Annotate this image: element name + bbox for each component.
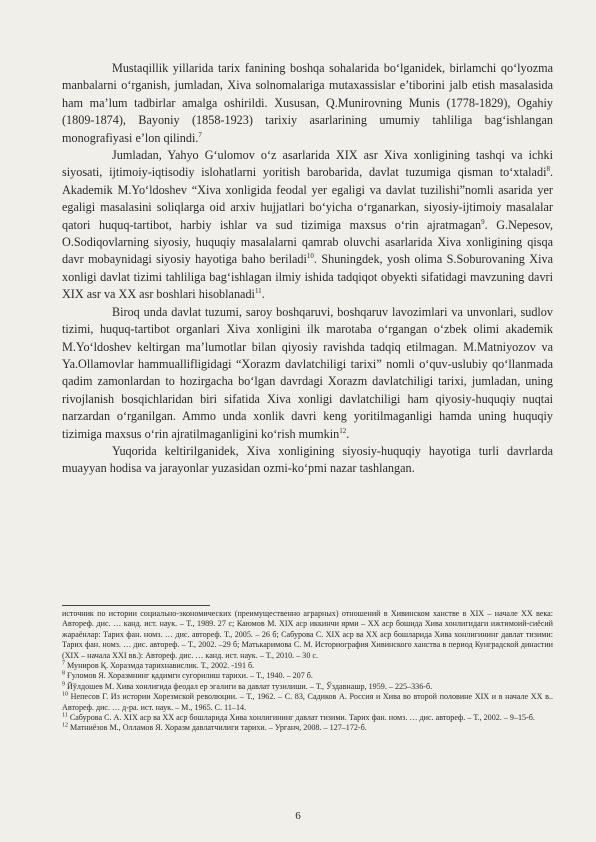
footnote-10: $^{10}$ Непесов Г. Из истории Хорезмской революции. – Т., 1962. – С. 83, Садиков А. Россия и Хива во второй половине XIX и в начале XX в.. Автореф. дис. … д-ра. ист. наук. – М., 1965. С. 11–14.: [62, 691, 553, 712]
footnote-7: $^7$ Муниров Қ. Хоразмда тарихнавислик. Т., 2002. -191 б.: [62, 660, 255, 671]
footnote-ref-11[interactable]: 11: [254, 287, 262, 296]
paragraph-4: Yuqorida keltirilganidek, Xiva xonligining siyosiy-huquqiy hayotiga turli davrlarda muayyan hodisa va jarayonlar yuzasidan ozmi-ko‘pmi nazar tashlangan.: [62, 443, 553, 476]
paragraph-2: Jumladan, Yahyo G‘ulomov o‘z asarlarida XIX asr Xiva xonligining tashqi va ichki siyosati, ijtimoiy-iqtisodiy islohatlarni yoritish barobarida, davlat tuzumiga qisman to‘xtaladi$^8$. Akademik M.Yo‘ldoshev “Xiva xonligida feodal yer egaligi va davlat tuzilishi”nomli asarida yer egaligi masalasini soliqlarga oid arxiv hujjatlari bo‘yicha o‘rganarkan, siyosiy-ijtimoiy masalalar qatori huquq-tartibot, harbiy ishlar va sud tizimiga maxsus o‘rin ajratmagan$^9$. G.Nepesov, O.Sodiqovlarning siyosiy, huquqiy masalalarni qamrab oluvchi asarlarida Xiva xonligining qisqa davr mobaynidagi siyosiy hayotiga baho beriladi$^{10}$. Shuningdek, yosh olima S.Soburovaning Xiva xonligi davlat tizimi tahliliga bag‘ishlagan ilmiy ishida tadqiqot obyekti sifatidagi mavzuning davri XIX asr va XX asr boshlari hisoblanadi$^{11}$.: [62, 148, 553, 302]
footnotes: [62, 609, 553, 734]
footnote-8: $^8$ Ғуломов Я. Хоразмнинг қадимги суғорилиш тарихи. – Т., 1940. – 207 б.: [62, 670, 313, 681]
footnote-ref-12[interactable]: 12: [339, 426, 347, 435]
body-text: [62, 60, 553, 478]
page-number: 6: [295, 810, 301, 822]
footnote-9: $^9$ Йўлдошев М. Хива хонлигида феодал ер эгалиги ва давлат тузилиши. – Т., Ўздавнашр, 1959. – 225–336-б.: [62, 681, 433, 691]
paragraph-3: Biroq unda davlat tuzumi, saroy boshqaruvi, boshqaruv lavozimlari va unvonlari, sudlov tizimi, huquq-tartibot organlari Xiva xonligini ilk marotaba o‘rgangan o‘zbek olimi akademik M.Yo‘ldoshev keltirgan ma’lumotlar bilan qiyosiy ravishda tadqiq etilmagan. M.Matniyozov va Ya.Ollamovlar hammuallifligidagi “Xorazm davlatchiligi tarixi” nomli o‘quv-uslubiy qo‘llanmada qadim zamonlardan to hozirgacha bo‘lgan davrdagi Xorazm davlatchiligi tarixi, jumladan, uning rivojlanish bosqichlaridan biri sifatida Xiva xonligi davlatchiligi ham qiyosiy-huquqiy nuqtai narzardan o‘rganilgan. Ammo unda xonlik davri keng yoritilmaganligi hamda uning huquqiy tizimiga maxsus o‘rin ajratilmaganligini ko‘rish mumkin$^{12}$.: [62, 304, 553, 441]
footnote-ref-9[interactable]: 9: [481, 217, 485, 226]
footnote-11: $^{11}$ Сабурова С. А. XIX аср ва XX аср бошларида Хива хонлигининг давлат тизими. Тарих фан. номз. … дис. автореф. – Т., 2002. – 9–15-б.: [62, 712, 535, 723]
footnote-ref-8[interactable]: 8: [546, 165, 550, 174]
footnote-ref-10[interactable]: 10: [306, 252, 314, 261]
paragraph-1: Mustaqillik yillarida tarix fanining boshqa sohalarida bo‘lganidek, birlamchi qo‘lyozma manbalarni o‘rganish, jumladan, Xiva solnomalariga mutaxassislar e’tiborini jalb etish masalasida ham ma’lum tadbirlar amalga oshirildi. Xususan, Q.Munirovning Munis (1778-1829), Ogahiy (1809-1874), Bayoniy (1858-1923) tarixiy asarlarining umumiy tahliliga bag‘ishlangan monografiyasi e’lon qilindi.$^7$: [62, 61, 553, 145]
footnote-12: $^{12}$ Матниёзов М., Олламов Я. Хоразм давлатчилиги тарихи. – Урганч, 2008. – 127–172-б.: [62, 722, 367, 733]
footnote-ref-7[interactable]: 7: [198, 130, 202, 139]
footnote-continued: источник по истории социально-экономических (преимущественно аграрных) отношений в Хивинском ханстве в XIX – начале XX века: Автореф. дис. … канд. ист. наук. – Т., 1989. 27 с; Каюмов М. XIX аср иккинчи ярми – XX аср бошида Хива хонлигидаги ижтимоий-сиёсий жараёнлар: Тарих фан. номз. … дис. автореф. Т., 2005. – 26 б; Сабурова С. XIX аср ва XX аср бошларида Хива хонлигининг давлат тизими: Тарих фан. номз. … дис. автореф. – Т., 2002. –29 б; Матькаримова С. М. Историография Хивинского ханства в период Кунградской династии (XIX – начала XXI вв.): Автореф. дис. … канд. ист. наук. – Т., 2010. – 30 с.: [62, 609, 553, 660]
footnote-separator: [62, 605, 210, 606]
